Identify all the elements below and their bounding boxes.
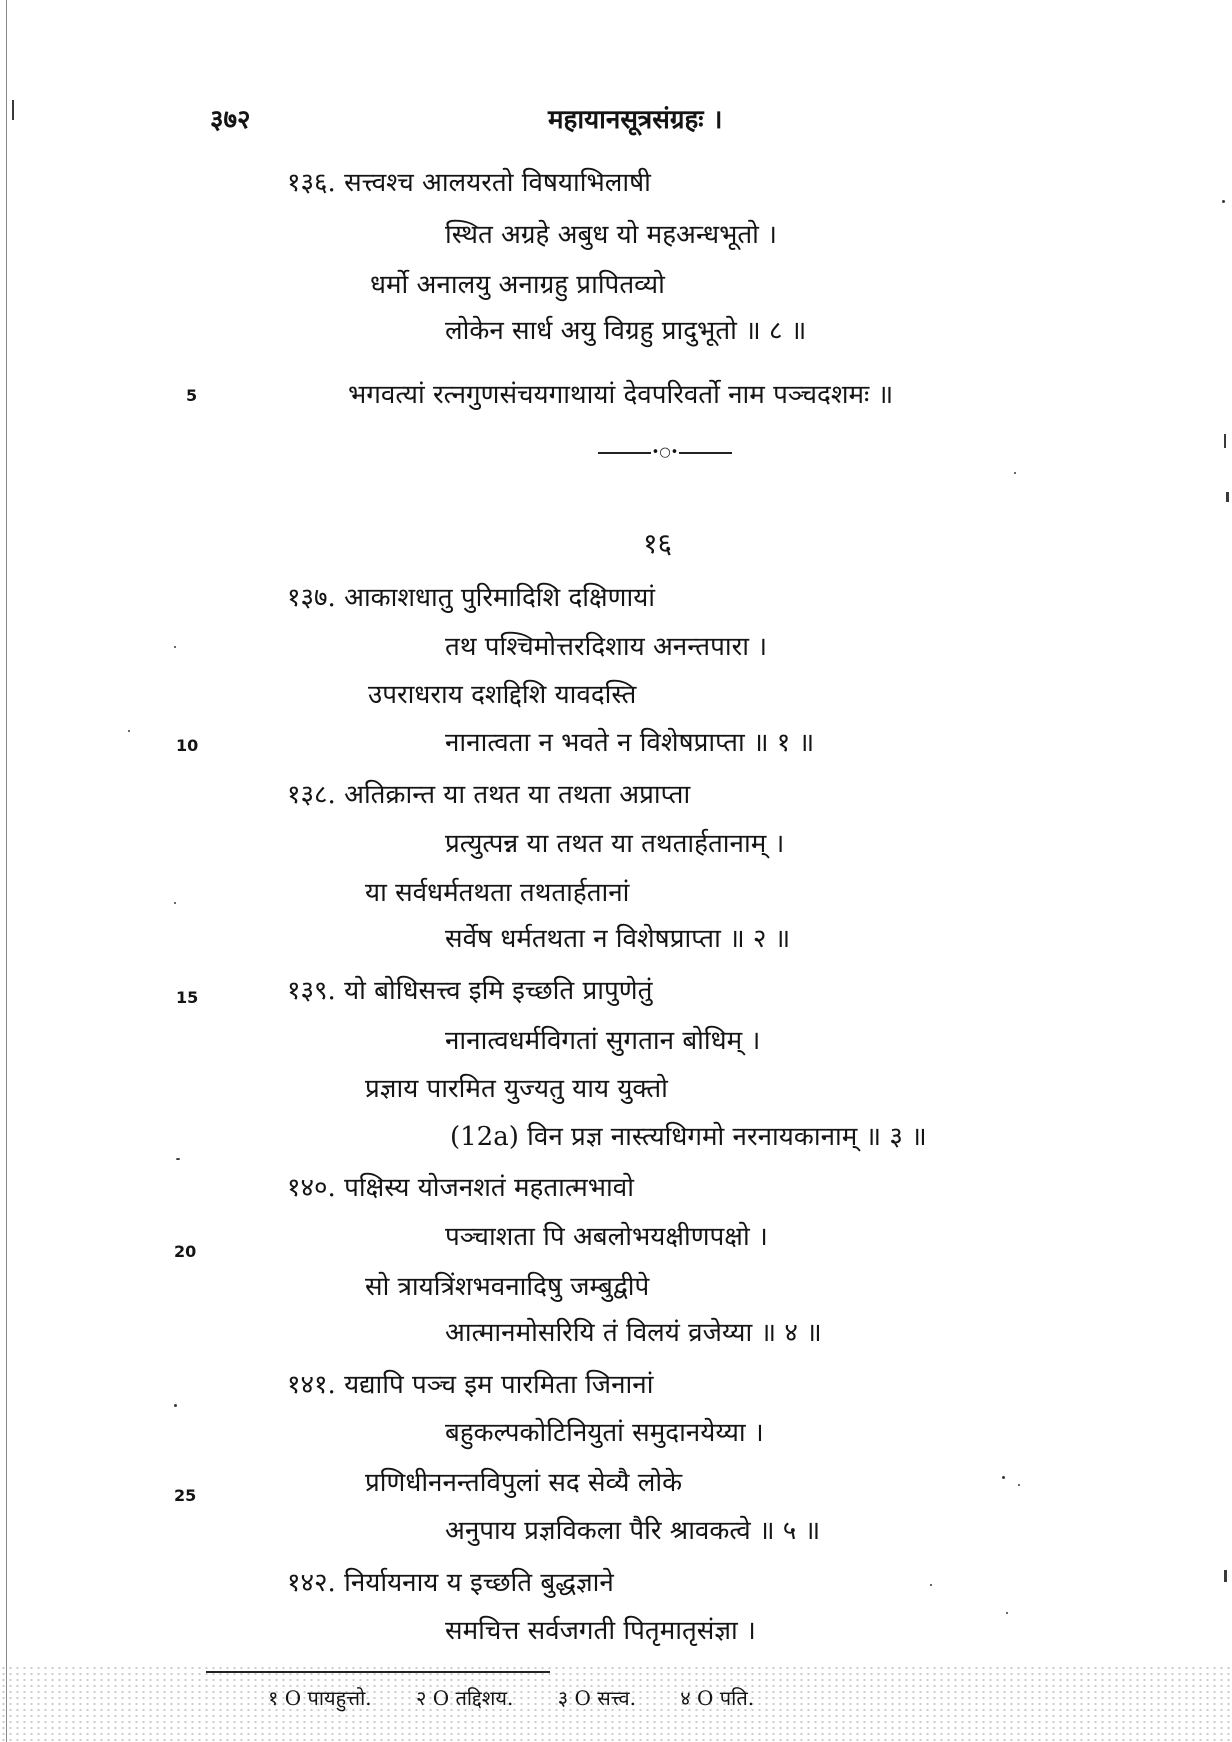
verse-line: प्रत्युत्पन्न या तथत या तथतार्हतानाम् । [445, 829, 785, 859]
verse-line: प्रणिधीननन्तविपुलां सद सेव्यै लोके [365, 1468, 683, 1498]
scan-speck [1224, 434, 1226, 448]
scan-speck [174, 902, 176, 904]
scan-speck [1222, 200, 1225, 203]
section-number: १६ [643, 527, 673, 560]
footnote: १ O पायहुत्तो. [268, 1686, 372, 1710]
verse-line: सो त्रायत्रिंशभवनादिषु जम्बुद्वीपे [365, 1272, 650, 1302]
scan-speck [1014, 472, 1016, 474]
verse-line: अनुपाय प्रज्ञविकला पैरि श्रावकत्वे ॥ ५ ॥ [445, 1516, 821, 1546]
margin-line-number: 15 [176, 988, 199, 1007]
margin-line-number: 10 [176, 736, 199, 755]
footnotes [268, 1684, 792, 1711]
chapter-colophon: भगवत्यां रत्नगुणसंचयगाथायां देवपरिवर्तो नाम पञ्चदशमः ॥ [348, 380, 894, 410]
verse-line: लोकेन सार्ध अयु विग्रहु प्रादुभूतो ॥ ८ ॥ [445, 316, 807, 346]
scan-speck [1002, 1476, 1005, 1479]
margin-line-number: 25 [174, 1486, 197, 1505]
scan-speck [1224, 1570, 1227, 1582]
verse-line: धर्मो अनालयु अनाग्रहु प्रापितव्यो [370, 270, 665, 300]
verse-line: १३७. आकाशधातु पुरिमादिशि दक्षिणायां [287, 583, 656, 613]
verse-line: स्थित अग्रहे अबुध यो महअन्धभूतो । [445, 220, 778, 250]
verse-line: १३८. अतिक्रान्त या तथत या तथता अप्राप्ता [287, 780, 691, 810]
divider-ornament-icon: •○• [651, 445, 679, 460]
margin-line-number: 5 [186, 386, 198, 405]
verse-line: नानात्वधर्मविगतां सुगतान बोधिम् । [445, 1026, 761, 1056]
footnote: ४ O पति. [680, 1686, 755, 1710]
scan-speck [1006, 1612, 1008, 1614]
scan-speck [176, 1158, 180, 1160]
footnote: ३ O सत्त्व. [557, 1686, 636, 1710]
scan-speck [1018, 1484, 1020, 1486]
verse-line: सर्वेष धर्मतथता न विशेषप्राप्ता ॥ २ ॥ [445, 924, 791, 954]
scan-speck [930, 1584, 932, 1586]
verse-line: १३६. सत्त्वश्च आलयरतो विषयाभिलाषी [287, 168, 651, 198]
footnote: २ O तद्दिशय. [416, 1686, 514, 1710]
verse-line: पञ्चाशता पि अबलोभयक्षीणपक्षो । [445, 1222, 768, 1252]
scan-speck [12, 100, 14, 120]
verse-line: बहुकल्पकोटिनियुतां समुदानयेय्या । [445, 1418, 764, 1448]
page-number: ३७२ [210, 105, 251, 135]
verse-line: नानात्वता न भवते न विशेषप्राप्ता ॥ १ ॥ [445, 728, 815, 758]
verse-line: उपराधराय दशद्दिशि यावदस्ति [368, 680, 637, 710]
scan-edge-line [6, 0, 7, 1742]
running-title: महायानसूत्रसंग्रहः । [548, 105, 723, 135]
verse-line: प्रज्ञाय पारमित युज्यतु याय युक्तो [365, 1074, 668, 1104]
verse-line: १४०. पक्षिस्य योजनशतं महतात्मभावो [287, 1173, 634, 1203]
scan-speck [1226, 492, 1229, 502]
scan-speck [174, 646, 176, 648]
footnote-rule [206, 1671, 550, 1673]
scan-speck [128, 730, 130, 732]
verse-line: १४२. निर्यायनाय य इच्छति बुद्धज्ञाने [287, 1568, 614, 1598]
verse-line: १४१. यद्यापि पञ्च इम पारमिता जिनानां [287, 1370, 654, 1400]
verse-line: १३९. यो बोधिसत्त्व इमि इच्छति प्रापुणेतुं [287, 976, 653, 1006]
scan-speck [174, 1404, 177, 1407]
verse-line: (12a) विन प्रज्ञ नास्त्यधिगमो नरनायकानाम् ॥ ३ ॥ [450, 1122, 927, 1152]
verse-line: तथ पश्चिमोत्तरदिशाय अनन्तपारा । [445, 632, 768, 662]
margin-line-number: 20 [174, 1242, 197, 1261]
verse-line: समचित्त सर्वजगती पितृमातृसंज्ञा । [445, 1616, 756, 1646]
verse-line: आत्मानमोसरियि तं विलयं व्रजेय्या ॥ ४ ॥ [445, 1318, 822, 1348]
verse-line: या सर्वधर्मतथता तथतार्हतानां [365, 878, 630, 908]
